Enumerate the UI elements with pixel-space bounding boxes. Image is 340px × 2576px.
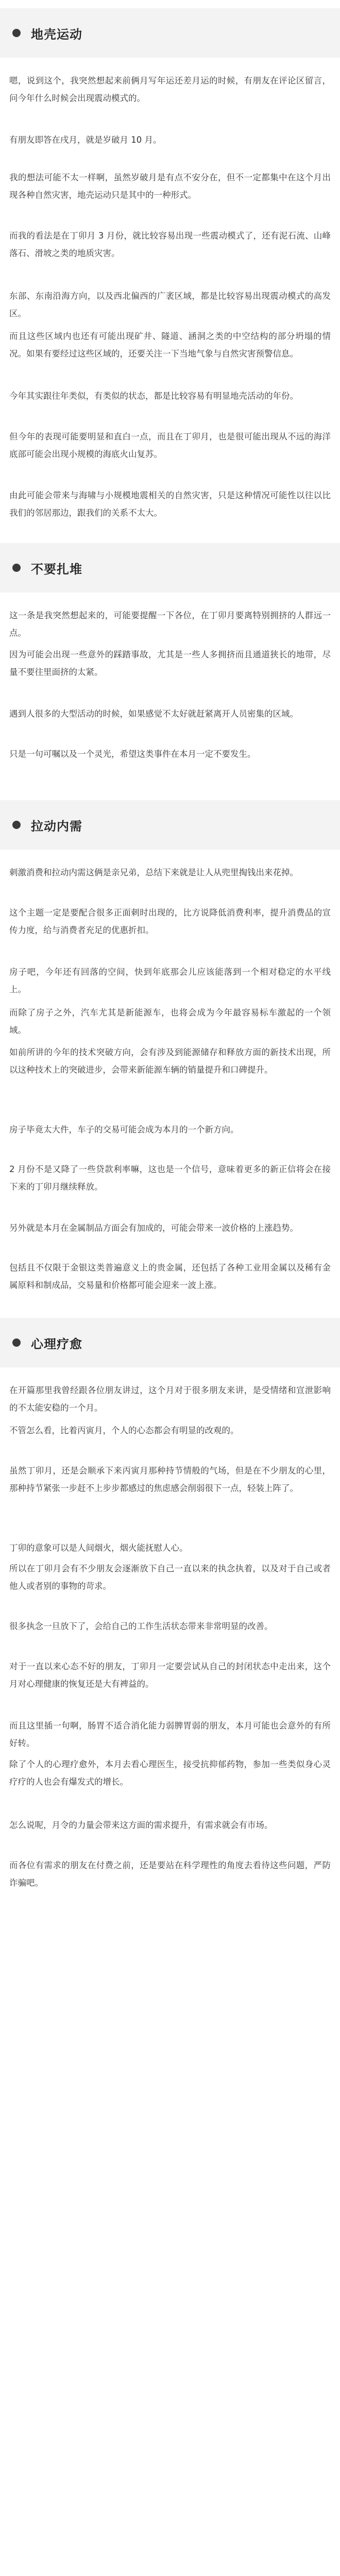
- section-header-psychological-healing: [0, 1318, 340, 1367]
- paragraph: 另外就是本月在金属制品方面会有加成的，可能会带来一波价格的上涨趋势。: [9, 1223, 298, 1233]
- paragraph: 如前所讲的今年的技术突破方向，会有涉及到能源储存和释放方面的新技术出现，所以这种技术上的突破进步，会带来新能源车辆的销量提升和口碑提升。: [9, 1047, 331, 1075]
- section-title: 拉动内需: [31, 819, 82, 834]
- paragraph: 包括且不仅限于金银这类普遍意义上的贵金属，还包括了各种工业用金属以及稀有金属原料和制成品，交易量和价格都可能会迎来一波上涨。: [9, 1263, 331, 1290]
- paragraph: 虽然丁卯月，还是会顺承下来丙寅月那种持节情般的气场，但是在不少朋友的心里，那种持节紧张一步赶不上步步都感过的焦虑感会削弱很下一点，轻装上阵了。: [9, 1466, 331, 1493]
- paragraph: 而我的看法是在丁卯月 3 月份，就比较容易出现一些震动模式了，还有泥石流、山峰落石、滑坡之类的地质灾害。: [9, 231, 331, 258]
- paragraph: 对于一直以来心态不好的朋友，丁卯月一定要尝试从自己的封闭状态中走出来，这个月对心理健康的恢复还是大有裨益的。: [9, 1662, 331, 1689]
- section-title: 不要扎堆: [31, 562, 82, 577]
- paragraph: 而且这里插一句啊，肠胃不适合消化能力弱脾胃弱的朋友，本月可能也会意外的有所好转。: [9, 1721, 331, 1748]
- paragraph: 刺激消费和拉动内需这俩是亲兄弟，总结下来就是让人从兜里掏钱出来花掉。: [9, 868, 298, 877]
- section-header-avoid-crowds: [0, 543, 340, 592]
- paragraph: 除了个人的心理疗愈外，本月去看心理医生，接受抗抑郁药物，参加一些类似身心灵疗疗的人也会有爆发式的增长。: [9, 1759, 331, 1787]
- paragraph: 东部、东南沿海方向，以及西北偏西的广袤区域，都是比较容易出现震动模式的高发区。: [9, 291, 331, 318]
- section-title: 地壳运动: [31, 27, 82, 42]
- paragraph: 这一条是我突然想起来的，可能要提醒一下各位，在丁卯月要离特别拥挤的人群远一点。: [9, 611, 331, 638]
- paragraph: 遇到人很多的大型活动的时候，如果感觉不太好就赶紧离开人员密集的区域。: [9, 709, 298, 719]
- paragraph: 而且这些区域内也还有可能出现矿井、隧道、涵洞之类的中空结构的部分坍塌的情况。如果有要经过这些区域的，还要关注一下当地气象与自然灾害预警信息。: [9, 331, 331, 359]
- paragraph: 而各位有需求的朋友在付费之前，还是要站在科学理性的角度去看待这些问题，严防诈骗吧。: [9, 1860, 331, 1888]
- paragraph: 这个主题一定是要配合很多正面刺时出现的，比方说降低消费利率，提升消费品的宣传力度，给与消费者充足的优惠折扣。: [9, 908, 331, 935]
- section-header-crust-movement: [0, 8, 340, 58]
- paragraph: 房子毕竟太大件，车子的交易可能会成为本月的一个新方向。: [9, 1125, 239, 1134]
- paragraph: 因为可能会出现一些意外的踩踏事故，尤其是一些人多拥挤而且通道狭长的地带，尽量不要往里面挤的太紧。: [9, 650, 331, 677]
- paragraph: 丁卯的意象可以是人间烟火，烟火能抚慰人心。: [9, 1543, 188, 1553]
- paragraph: 在开篇那里我曾经跟各位朋友讲过，这个月对于很多朋友来讲，是受情绪和宣泄影响的不太能安稳的一个月。: [9, 1385, 331, 1413]
- paragraph: 而除了房子之外，汽车尤其是新能源车，也将会成为今年最容易标车激起的一个领域。: [9, 1008, 331, 1035]
- paragraph: 今年其实跟往年类似，有类似的状态，都是比较容易有明显地壳活动的年份。: [9, 391, 298, 401]
- paragraph: 由此可能会带来与海啸与小规模地震相关的自然灾害，只是这种情况可能性以往以比我们的邻居那边，跟我们的关系不太大。: [9, 490, 331, 518]
- paragraph: 嗯，说到这个，我突然想起来前俩月写年运还差月运的时候，有朋友在评论区留言，问今年什么时候会出现震动模式的。: [9, 76, 331, 103]
- paragraph: 房子吧，今年还有回落的空间，快到年底那会儿应该能落到一个相对稳定的水平线上。: [9, 967, 331, 994]
- paragraph: 怎么说呢，月令的力量会带来这方面的需求提升，有需求就会有市场。: [9, 1820, 273, 1830]
- paragraph: 但今年的表现可能要明显和直白一点，而且在丁卯月，也是很可能出现从不远的海洋底部可能会出现小规模的海底火山复苏。: [9, 432, 331, 459]
- bullet-dot-icon: [12, 1338, 21, 1347]
- paragraph: 2 月份不是又降了一些贷款利率嘛，这也是一个信号，意味着更多的新正信将会在接下来的丁卯月继续释放。: [9, 1164, 331, 1192]
- paragraph: 只是一句可嘱以及一个灵光，希望这类事件在本月一定不要发生。: [9, 749, 256, 759]
- paragraph: 有朋友即答在戌月，就是岁破月 10 月。: [9, 135, 162, 145]
- section-header-domestic-demand: [0, 800, 340, 850]
- paragraph: 很多执念一旦放下了，会给自己的工作生活状态带来非常明显的改善。: [9, 1621, 273, 1631]
- paragraph: 所以在丁卯月会有不少朋友会逐渐放下自己一直以来的执念执着，以及对于自己或者他人或者别的事物的苛求。: [9, 1564, 331, 1591]
- section-title: 心理疗愈: [31, 1336, 82, 1351]
- bullet-dot-icon: [12, 564, 21, 572]
- bullet-dot-icon: [12, 29, 21, 37]
- bullet-dot-icon: [12, 821, 21, 829]
- paragraph: 不管怎么看，比着丙寅月，个人的心态都会有明显的改观的。: [9, 1426, 239, 1435]
- paragraph: 我的想法可能不太一样啊，虽然岁破月是有点不安分在，但不一定都集中在这个月出现各种自然灾害，地壳运动只是其中的一种形式。: [9, 173, 331, 200]
